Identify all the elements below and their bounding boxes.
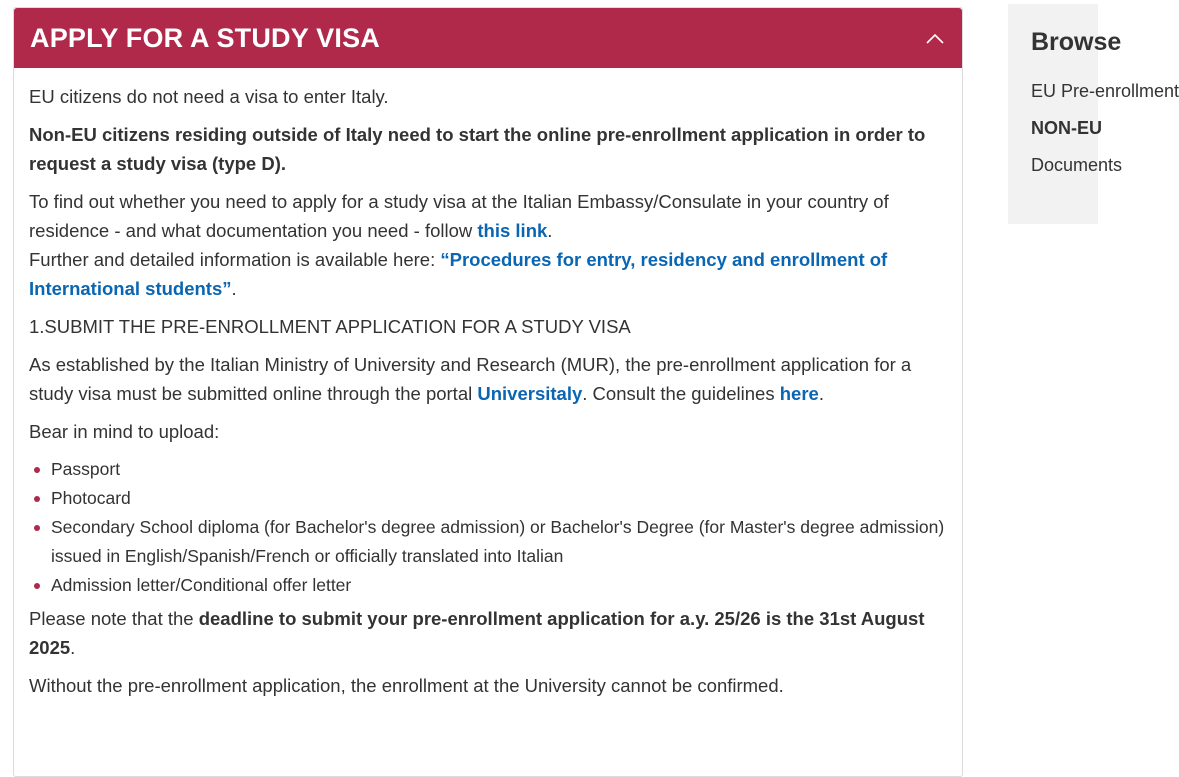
study-visa-info: To find out whether you need to apply for a study visa at the Italian Embassy/Consulate in your country of residence - and what documentation you need - follow this link. Further and detailed information is available here: “Procedures for entry, residency and enrollment of International students”. bbox=[29, 191, 889, 299]
deadline-text: Please note that the deadline to submit your pre-enrollment application for a.y. 25/26 is the 31st August 2025. bbox=[29, 608, 925, 658]
accordion-title: APPLY FOR A STUDY VISA bbox=[30, 22, 380, 53]
sidebar-item-eu[interactable]: EU Pre-enrollment bbox=[1031, 81, 1179, 101]
mur-text: As established by the Italian Ministry of University and Research (MUR), the pre-enrollment application for a study visa must be submitted online through the portal Universitaly. Consult the guidelines here. bbox=[29, 354, 912, 404]
accordion-body bbox=[14, 68, 962, 700]
step-heading: 1.SUBMIT THE PRE-ENROLLMENT APPLICATION FOR A STUDY VISA bbox=[29, 316, 631, 337]
study-visa-accordion bbox=[13, 7, 963, 777]
list-item: Secondary School diploma (for Bachelor's degree admission) or Bachelor's Degree (for Master's degree admission) issued in English/Spanish/French or officially translated into Italian bbox=[51, 513, 947, 571]
non-eu-text: Non-EU citizens residing outside of Italy need to start the online pre-enrollment application in order to request a study visa (type D). bbox=[29, 124, 926, 174]
list-item: Admission letter/Conditional offer letter bbox=[51, 571, 947, 600]
upload-intro: Bear in mind to upload: bbox=[29, 421, 220, 442]
list-item: Passport bbox=[51, 455, 947, 484]
sidebar-item-non-eu[interactable]: NON-EU bbox=[1031, 118, 1102, 138]
guidelines-link[interactable]: here bbox=[779, 383, 819, 404]
sidebar-item-documents[interactable]: Documents bbox=[1031, 155, 1123, 175]
chevron-up-icon[interactable] bbox=[924, 27, 946, 49]
browse-sidebar bbox=[1008, 4, 1179, 224]
this-link[interactable]: this link bbox=[477, 220, 548, 241]
universitaly-link[interactable]: Universitaly bbox=[477, 383, 583, 404]
list-item: Photocard bbox=[51, 484, 947, 513]
procedures-link[interactable]: “Procedures for entry, residency and enrollment of International students” bbox=[29, 249, 888, 299]
accordion-header[interactable] bbox=[14, 8, 962, 68]
enrollment-note: Without the pre-enrollment application, the enrollment at the University cannot be confirmed. bbox=[29, 675, 784, 696]
documents-list bbox=[29, 455, 947, 600]
eu-citizens-text: EU citizens do not need a visa to enter Italy. bbox=[29, 86, 389, 107]
sidebar-title: Browse bbox=[1031, 28, 1122, 56]
